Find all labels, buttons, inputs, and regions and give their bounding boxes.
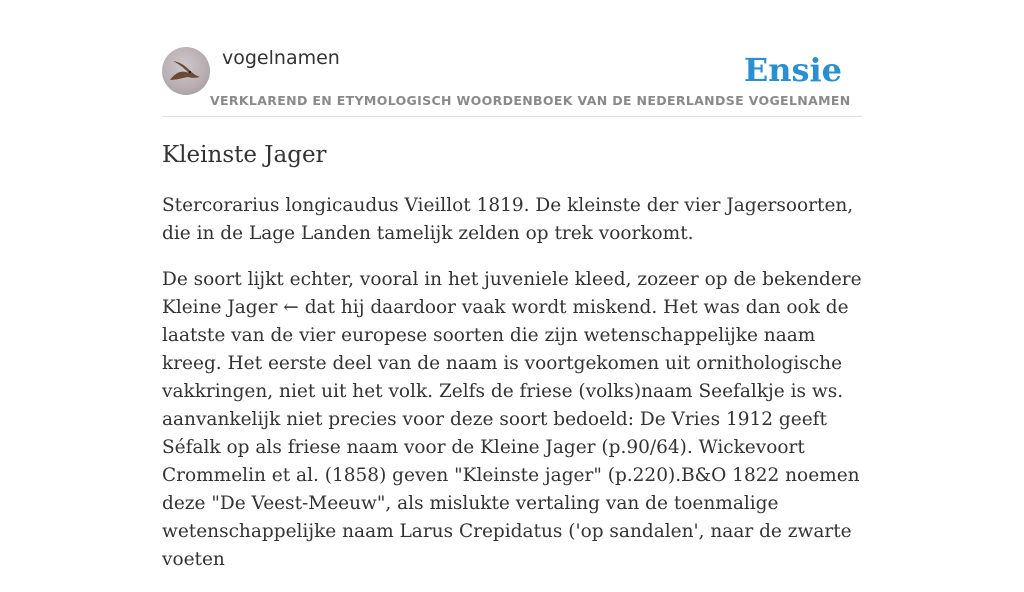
paragraph: Stercorarius longicaudus Vieillot 1819. De kleinste der vier Jagersoorten, die in de Lage Landen tamelijk zelden op trek voorkomt. — [162, 195, 854, 244]
site-tagline: VERKLAREND EN ETYMOLOGISCH WOORDENBOEK VAN DE NEDERLANDSE VOGELNAMEN — [210, 93, 851, 108]
content-container — [162, 0, 862, 570]
ensie-logo[interactable]: Ensie — [743, 51, 842, 89]
bird-avatar-icon[interactable] — [162, 47, 210, 95]
page-title: Kleinste Jager — [162, 142, 327, 168]
site-name[interactable]: vogelnamen — [222, 47, 340, 69]
article-body — [162, 192, 866, 592]
paragraph: De soort lijkt echter, vooral in het juveniele kleed, zozeer op de bekendere Kleine Jager ← dat hij daardoor vaak wordt miskend. Het was dan ook de laatste van de vier europese soorten die zijn wetenschappelijke naam kreeg. Het eerste deel van de naam is voortgekomen uit ornithologische vakkringen, niet uit het volk. Zelfs de friese (volks)naam Seefalkje is ws. aanvankelijk niet precies voor deze soort bedoeld: De Vries 1912 geeft Séfalk op als friese naam voor de Kleine Jager (p.90/64). Wickevoort Crommelin et al. (1858) geven "Kleinste jager" (p.220).B&O 1822 noemen deze "De Veest-Meeuw", als mislukte vertaling van de toenmalige wetenschappelijke naam Larus Crepidatus ('op sandalen', naar de zwarte voeten — [162, 269, 862, 570]
site-header — [162, 0, 862, 117]
